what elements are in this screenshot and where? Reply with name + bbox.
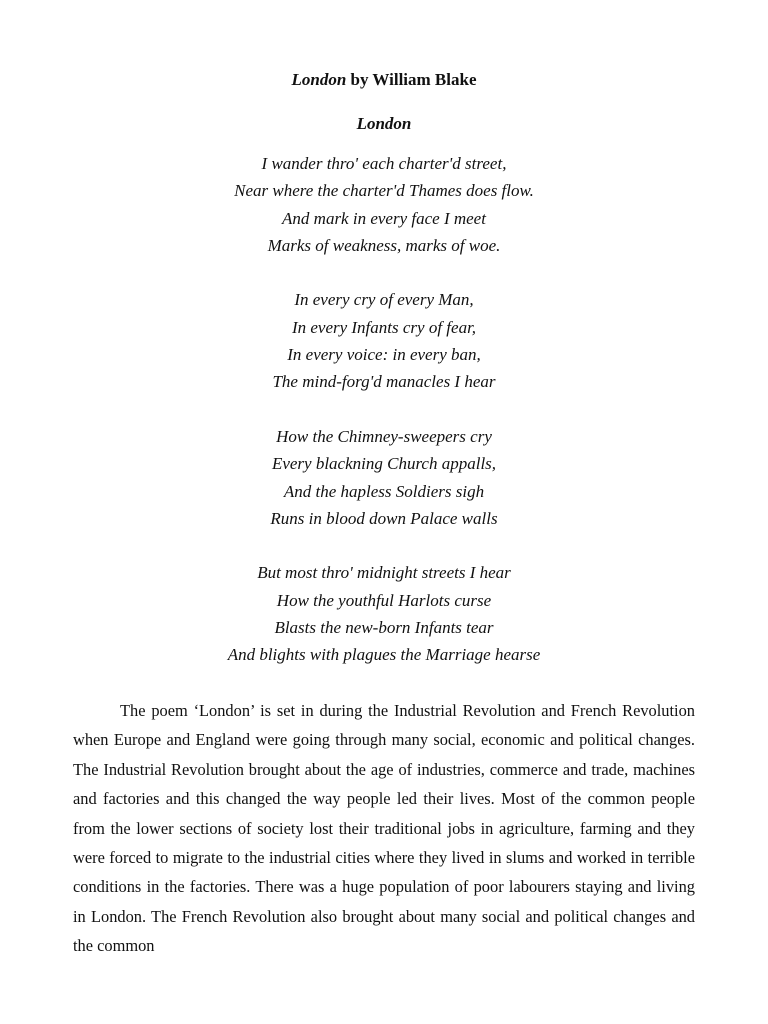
poem-line: And the hapless Soldiers sigh (283, 481, 485, 501)
document-heading (0, 69, 768, 91)
poem-line: In every voice: in every ban, (287, 345, 481, 365)
poem-line: I wander thro' each charter'd street, (261, 154, 507, 173)
poem-line: How the youthful Harlots curse (276, 590, 492, 610)
poem-line: And mark in every face I meet (282, 208, 486, 228)
poem-line: Near where the charter'd Thames does flow. (234, 181, 534, 201)
poem-line: How the Chimney-sweepers cry (276, 426, 492, 446)
heading-title-italic: London (291, 70, 347, 89)
poem-line: In every Infants cry of fear, (291, 317, 477, 337)
poem-line: But most thro' midnight streets I hear (257, 563, 511, 583)
poem-line: The mind-forg'd manacles I hear (272, 372, 496, 392)
poem-line: And blights with plagues the Marriage hearse (227, 645, 541, 665)
poem-line: In every cry of every Man, (294, 290, 474, 310)
poem-line: Runs in blood down Palace walls (270, 508, 498, 528)
poem-title: London (356, 114, 412, 133)
stanza-1 (0, 150, 768, 259)
stanza-2 (0, 286, 768, 395)
poem-body (0, 150, 768, 669)
poem-line: Blasts the new-born Infants tear (274, 618, 494, 638)
stanza-3 (0, 423, 768, 532)
essay-paragraph: The poem ‘London’ is set in during the Industrial Revolution and French Revolution when Europe and England were going through many social, economic and political changes. The Industrial Revolution brought about the age of industries, commerce and trade, machines and factories and this changed the way people led their lives. Most of the common people from the lower sections of society lost their traditional jobs in agriculture, farming and they were forced to migrate to the industrial cities where they lived in slums and worked in terrible conditions in the factories. There was a huge population of poor labourers staying and living in London. The French Revolution also brought about many social and political changes and the common (73, 701, 695, 956)
stanza-4 (0, 559, 768, 668)
heading-author: by William Blake (346, 70, 477, 89)
poem-line: Marks of weakness, marks of woe. (267, 235, 501, 255)
poem-line: Every blackning Church appalls, (271, 454, 497, 474)
